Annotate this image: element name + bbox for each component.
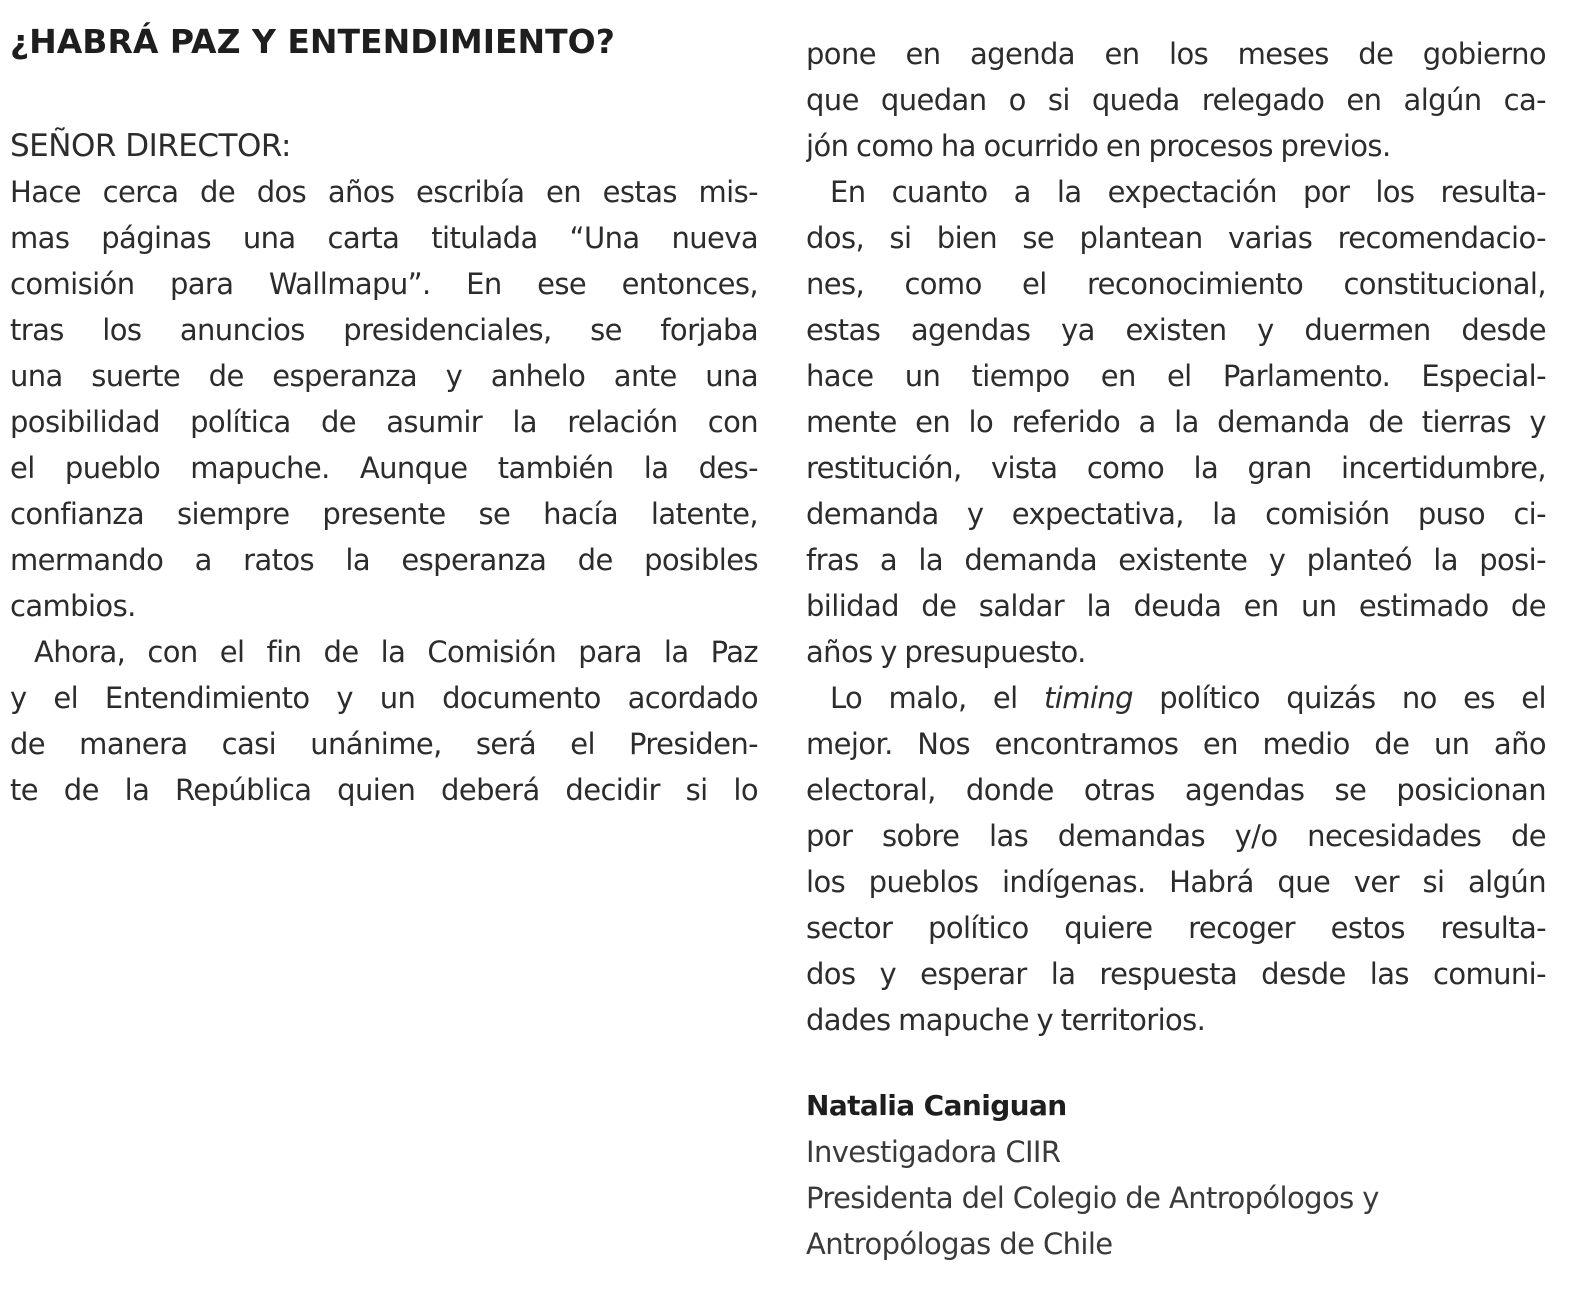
text-line: dades mapuche y territorios. <box>806 1003 1206 1037</box>
signature-block <box>806 1083 1546 1267</box>
author-affiliation-cont: Antropólogas de Chile <box>806 1227 1113 1261</box>
text-line: fras a la demanda existente y planteó la posi- <box>806 543 1546 577</box>
text-line: electoral, donde otras agendas se posicionan <box>806 773 1546 807</box>
text-line: Hace cerca de dos años escribía en estas mis- <box>10 175 758 209</box>
paragraph-2 <box>10 629 758 813</box>
paragraph-4 <box>806 169 1546 675</box>
author-affiliation: Presidenta del Colegio de Antropólogos y <box>806 1181 1379 1215</box>
paragraph-5 <box>806 675 1546 1043</box>
text-line: En cuanto a la expectación por los resulta- <box>830 175 1546 209</box>
text-line: una suerte de esperanza y anhelo ante una <box>10 359 758 393</box>
text-line: mermando a ratos la esperanza de posibles <box>10 543 758 577</box>
text-line: pone en agenda en los meses de gobierno <box>806 37 1546 71</box>
text-line: tras los anuncios presidenciales, se forjaba <box>10 313 758 347</box>
text-line: mente en lo referido a la demanda de tierras y <box>806 405 1546 439</box>
text-line: bilidad de saldar la deuda en un estimado de <box>806 589 1546 623</box>
text-line: años y presupuesto. <box>806 635 1086 669</box>
author-title: Investigadora CIIR <box>806 1135 1061 1169</box>
salutation: SEÑOR DIRECTOR: <box>10 128 291 164</box>
text-line: estas agendas ya existen y duermen desde <box>806 313 1546 347</box>
text-line: confianza siempre presente se hacía latente, <box>10 497 758 531</box>
author-name: Natalia Caniguan <box>806 1089 1067 1122</box>
text-line: dos, si bien se plantean varias recomendacio- <box>806 221 1546 255</box>
left-column <box>10 169 758 813</box>
text-line: hace un tiempo en el Parlamento. Especial- <box>806 359 1546 393</box>
text-line: mejor. Nos encontramos en medio de un año <box>806 727 1546 761</box>
text-line: posibilidad política de asumir la relación con <box>10 405 758 439</box>
right-column <box>806 31 1546 1043</box>
text-line: sector político quiere recoger estos resulta- <box>806 911 1546 945</box>
paragraph-3 <box>806 31 1546 169</box>
text-line-with-italic: Lo malo, el timing político quizás no es el <box>830 681 1546 715</box>
text-line: y el Entendimiento y un documento acordado <box>10 681 758 715</box>
text-line: Ahora, con el fin de la Comisión para la Paz <box>34 635 758 669</box>
text-line: de manera casi unánime, será el Presiden- <box>10 727 758 761</box>
letter-headline: ¿HABRÁ PAZ Y ENTENDIMIENTO? <box>10 22 615 61</box>
text-line: jón como ha ocurrido en procesos previos. <box>806 129 1391 163</box>
text-line: dos y esperar la respuesta desde las comuni- <box>806 957 1546 991</box>
text-line: que quedan o si queda relegado en algún ca- <box>806 83 1546 117</box>
text-line: los pueblos indígenas. Habrá que ver si algún <box>806 865 1546 899</box>
italic-word: timing <box>1043 681 1133 715</box>
text-line: te de la República quien deberá decidir si lo <box>10 773 758 807</box>
paragraph-1 <box>10 169 758 629</box>
text-line: restitución, vista como la gran incertidumbre, <box>806 451 1546 485</box>
text-line: por sobre las demandas y/o necesidades de <box>806 819 1546 853</box>
text-line: el pueblo mapuche. Aunque también la des- <box>10 451 758 485</box>
text-line: demanda y expectativa, la comisión puso ci- <box>806 497 1546 531</box>
text-line: mas páginas una carta titulada “Una nueva <box>10 221 758 255</box>
text-line: nes, como el reconocimiento constitucional, <box>806 267 1546 301</box>
text-line: comisión para Wallmapu”. En ese entonces, <box>10 267 758 301</box>
text-line: cambios. <box>10 589 136 623</box>
